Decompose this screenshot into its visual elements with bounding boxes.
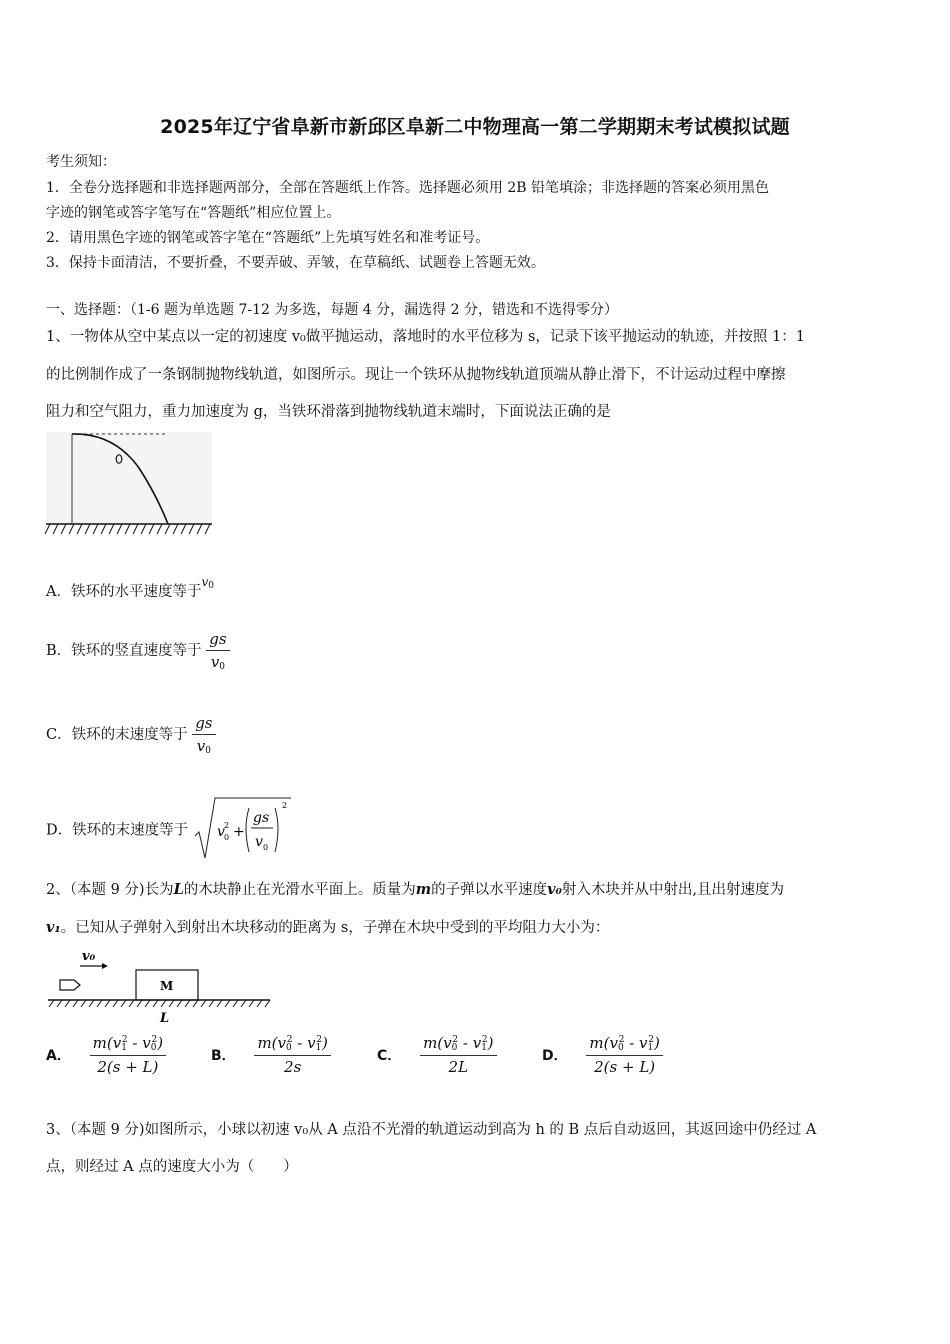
q2-line-1-end: 射入木块并从中射出,且出射速度为	[561, 882, 785, 898]
q2-option-c	[377, 1034, 497, 1076]
notice-item-3: 3．保持卡面清洁，不要折叠，不要弄破、弄皱，在草稿纸、试题卷上答题无效。	[46, 255, 545, 271]
q2-option-d-letter: D．	[542, 1048, 568, 1064]
q1-option-c	[46, 714, 216, 756]
q2-var-L: L	[173, 881, 184, 898]
q2-option-d-fraction: $\frac{m(v_0^2 - v_1^2)}{2(s + L)}$	[586, 1034, 662, 1076]
q1-option-a	[46, 575, 214, 601]
velocity-arrowhead	[102, 963, 108, 969]
q2-option-c-fraction: $\frac{m(v_0^2 - v_1^2)}{2L}$	[420, 1034, 496, 1076]
q1-option-c-fraction: $\frac{gs}{v_0}$	[192, 714, 215, 756]
ground-hatch	[45, 524, 210, 534]
q2-option-b-den: 2s	[254, 1055, 330, 1076]
figure-background	[46, 432, 212, 524]
q2-var-v0: v₀	[547, 881, 562, 898]
q2-option-a-fraction: $\frac{m(v_1^2 - v_0^2)}{2(s + L)}$	[90, 1034, 166, 1076]
page-title: 2025年辽宁省阜新市新邱区阜新二中物理高一第二学期期末考试模拟试题	[160, 116, 790, 138]
q2-option-d-den: 2(s + L)	[586, 1055, 662, 1076]
fig-L-label: L	[160, 1011, 170, 1026]
q1-option-b-text: B．铁环的竖直速度等于	[46, 643, 202, 659]
svg-text:0: 0	[262, 843, 268, 852]
section-heading: 一、选择题：（1-6 题为单选题 7-12 为多选，每题 4 分，漏选得 2 分，错选和不选得零分）	[46, 302, 618, 318]
q1-line-3: 阻力和空气阻力，重力加速度为 g，当铁环滑落到抛物线轨道末端时，下面说法正确的是	[46, 404, 611, 420]
svg-text:2: 2	[223, 821, 229, 830]
q2-var-m: m	[415, 881, 432, 898]
notice-heading: 考生须知：	[46, 154, 116, 170]
q1-line-2: 的比例制作成了一条钢制抛物线轨道，如图所示。现让一个铁环从抛物线轨道顶端从静止滑下，不计运动过程中摩擦	[46, 367, 786, 383]
q2-option-a	[46, 1034, 166, 1076]
q2-line-2-text: 。已知从子弹射入到射出木块移动的距离为 s，子弹在木块中受到的平均阻力大小为：	[60, 920, 610, 936]
svg-text:gs: gs	[252, 810, 269, 826]
q1-option-d-formula	[193, 796, 293, 862]
q2-option-b	[211, 1034, 331, 1076]
q3-line-1: 3、（本题 9 分)如图所示，小球以初速 v₀从 A 点沿不光滑的轨道运动到高为 h 的 B 点后自动返回，其返回途中仍经过 A	[46, 1122, 817, 1138]
q2-line-1-post: 的子弹以水平速度	[431, 882, 548, 898]
q3-line-2: 点，则经过 A 点的速度大小为（ ）	[46, 1159, 298, 1175]
q1-option-c-text: C．铁环的末速度等于	[46, 727, 188, 743]
q1-option-b	[46, 630, 230, 672]
q2-line-1-mid: 的木块静止在光滑水平面上。质量为	[183, 882, 416, 898]
notice-item-1b: 字迹的钢笔或答字笔写在“答题纸”相应位置上。	[46, 205, 341, 221]
q1-line-1: 1、一物体从空中某点以一定的初速度 v₀做平抛运动，落地时的水平位移为 s，记录下该平抛运动的轨迹，并按照 1：1	[46, 329, 805, 345]
q2-option-c-letter: C．	[377, 1048, 402, 1064]
q2-var-v1: v₁	[46, 919, 61, 936]
q1-option-a-math: v0	[201, 575, 214, 591]
notice-item-1a: 1．全卷分选择题和非选择题两部分，全部在答题纸上作答。选择题必须用 2B 铅笔填涂；非选择题的答案必须用黑色	[46, 180, 769, 196]
svg-text:+: +	[232, 824, 245, 840]
q2-line-2	[46, 918, 609, 938]
svg-text:2: 2	[281, 801, 287, 810]
q2-block-figure	[44, 944, 276, 1026]
q2-line-1-pre: 2、（本题 9 分)长为	[46, 882, 174, 898]
q1-option-d-text: D．铁环的末速度等于	[46, 822, 189, 839]
svg-text:v: v	[254, 834, 263, 850]
svg-text:0: 0	[223, 833, 229, 842]
q1-option-d	[46, 796, 293, 862]
surface-hatch	[49, 1000, 270, 1007]
q2-option-c-den: 2L	[420, 1055, 496, 1076]
q1-parabola-figure	[44, 428, 216, 540]
q1-option-a-text: A．铁环的水平速度等于	[46, 584, 202, 600]
notice-item-2: 2．请用黑色字迹的钢笔或答字笔在“答题纸”上先填写姓名和准考证号。	[46, 230, 490, 246]
bullet	[60, 980, 80, 990]
q2-option-a-letter: A．	[46, 1048, 71, 1064]
q2-option-b-letter: B．	[211, 1048, 236, 1064]
fig-M-label: M	[160, 979, 174, 993]
fig-v0-label: v₀	[82, 949, 96, 964]
q2-line-1	[46, 880, 784, 900]
q2-option-a-den: 2(s + L)	[90, 1055, 166, 1076]
q2-answer-row	[46, 1034, 906, 1094]
q2-option-b-fraction: $\frac{m(v_0^2 - v_1^2)}{2s}$	[254, 1034, 330, 1076]
q1-option-b-fraction: $\frac{gs}{v_0}$	[206, 630, 229, 672]
q2-option-d	[542, 1034, 663, 1076]
svg-text:v: v	[216, 824, 225, 840]
